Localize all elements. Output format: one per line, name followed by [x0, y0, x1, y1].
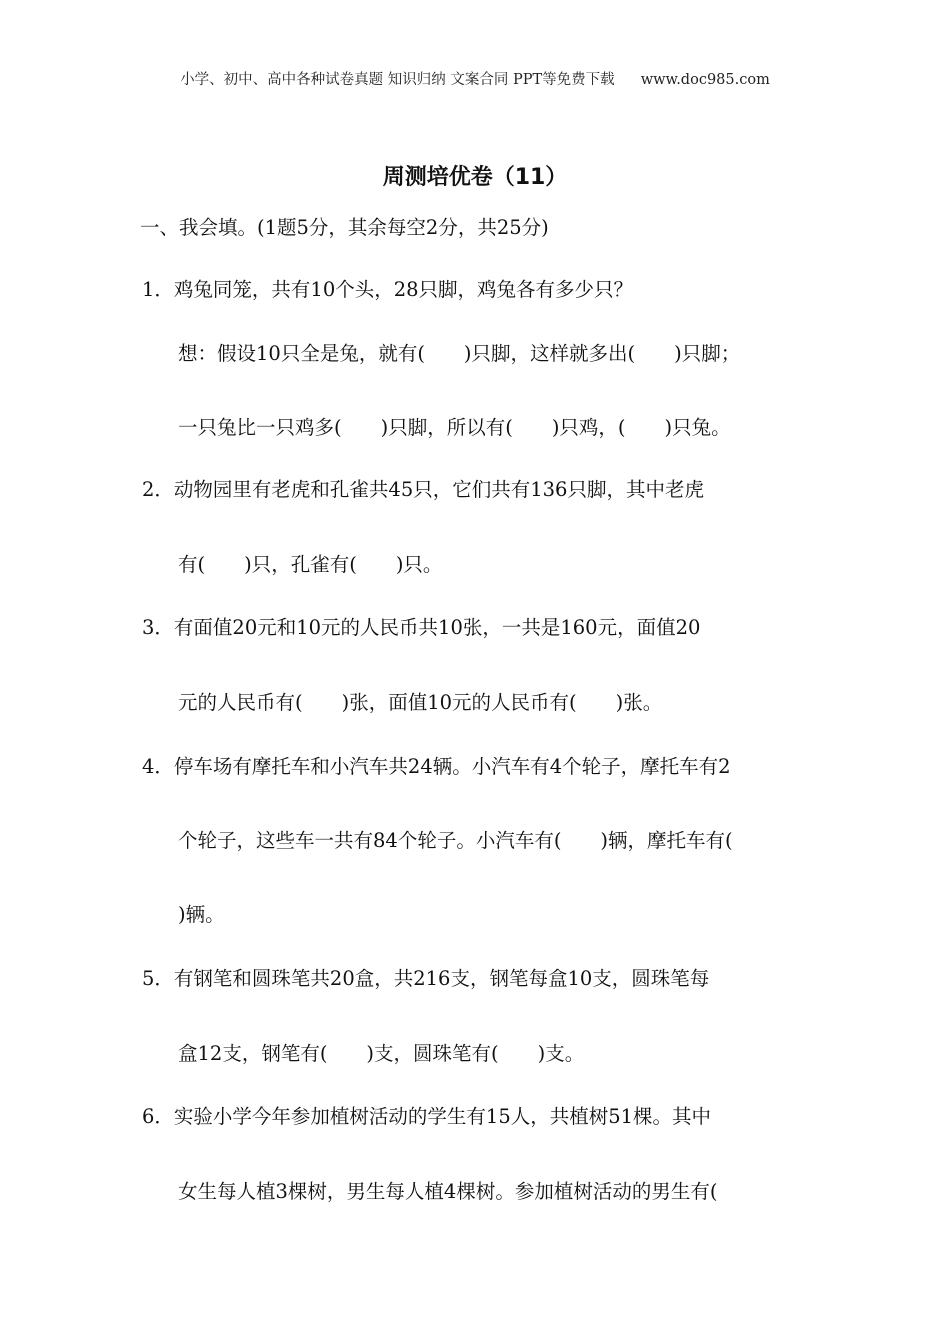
question-6-line-1: 6．实验小学今年参加植树活动的学生有15人，共植树51棵。其中: [142, 1105, 712, 1128]
header-site: www.doc985.com: [640, 72, 770, 88]
question-5-line-1: 5．有钢笔和圆珠笔共20盒，共216支，钢笔每盒10支，圆珠笔每: [142, 967, 710, 990]
question-4-line-1: 4．停车场有摩托车和小汽车共24辆。小汽车有4个轮子，摩托车有2: [142, 755, 731, 778]
section-heading: 一、我会填。(1题5分，其余每空2分，共25分): [140, 216, 549, 239]
question-6-line-2: 女生每人植3棵树，男生每人植4棵树。参加植树活动的男生有(: [178, 1180, 718, 1203]
question-1-line-2: 想：假设10只全是兔，就有( )只脚，这样就多出( )只脚；: [178, 342, 741, 365]
question-3-line-1: 3．有面值20元和10元的人民币共10张，一共是160元，面值20: [142, 616, 701, 639]
question-4-line-2: 个轮子，这些车一共有84个轮子。小汽车有( )辆，摩托车有(: [178, 829, 733, 852]
question-2-line-2: 有( )只，孔雀有( )只。: [178, 553, 443, 576]
header-text: 小学、初中、高中各种试卷真题 知识归纳 文案合同 PPT等免费下载: [180, 72, 615, 88]
question-5-line-2: 盒12支，钢笔有( )支，圆珠笔有( )支。: [178, 1042, 585, 1065]
question-4-line-3: )辆。: [178, 903, 225, 926]
page-header: [0, 68, 950, 89]
question-1-line-3: 一只兔比一只鸡多( )只脚，所以有( )只鸡，( )只兔。: [178, 416, 731, 439]
question-3-line-2: 元的人民币有( )张，面值10元的人民币有( )张。: [178, 691, 663, 714]
question-1-line-1: 1．鸡兔同笼，共有10个头，28只脚，鸡兔各有多少只？: [142, 278, 634, 301]
page-title: 周测培优卷（11）: [382, 165, 568, 190]
question-2-line-1: 2．动物园里有老虎和孔雀共45只，它们共有136只脚，其中老虎: [142, 478, 704, 501]
